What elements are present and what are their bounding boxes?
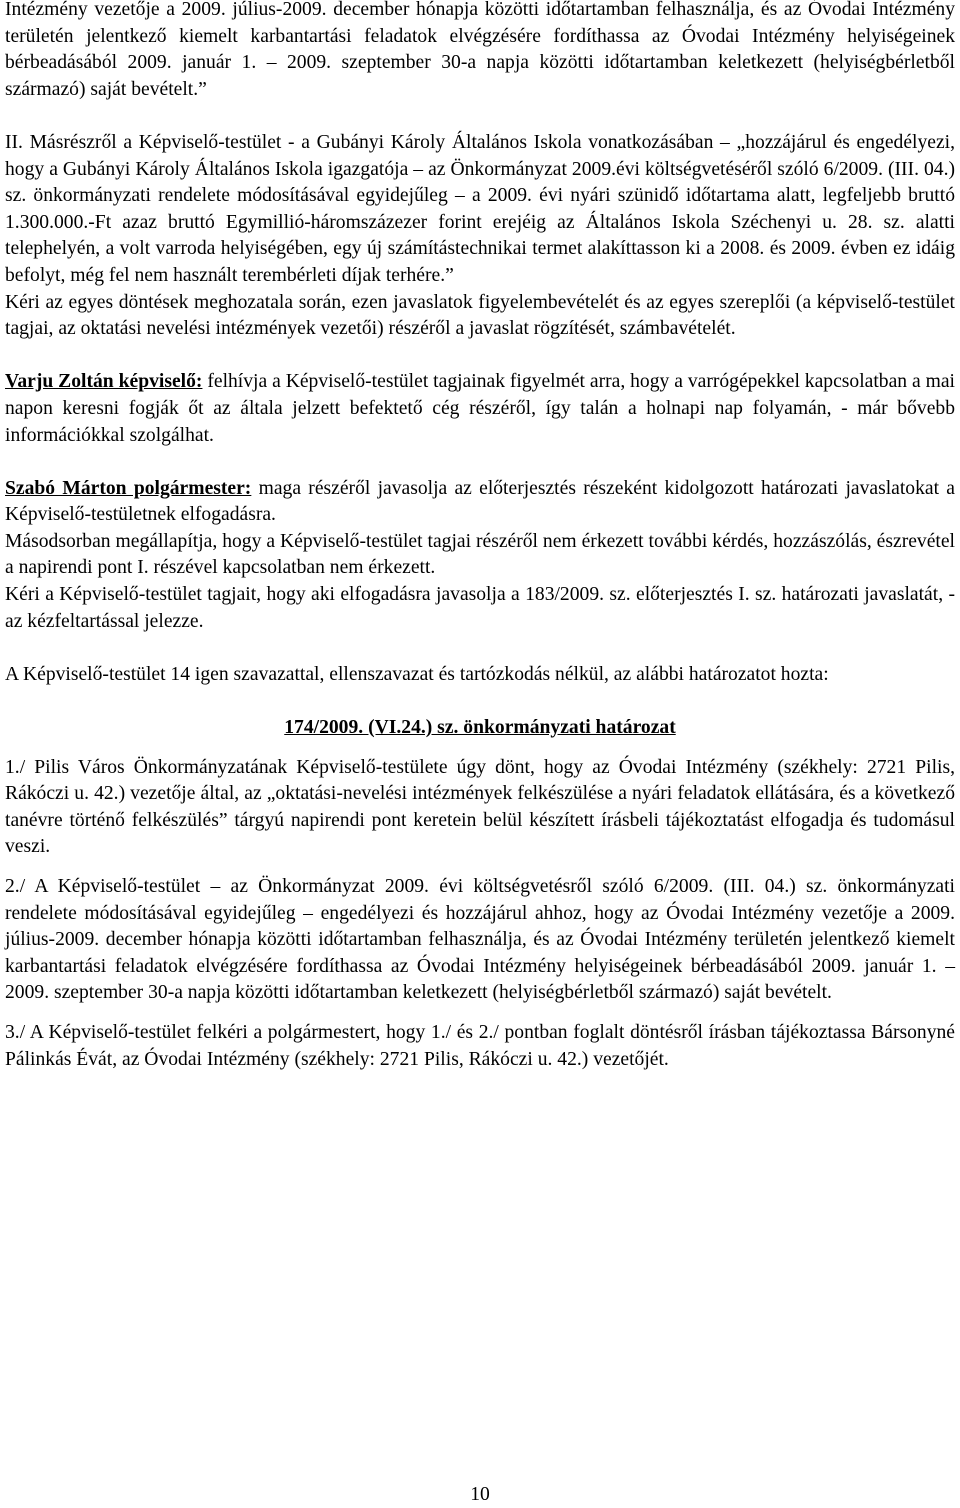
- speaker-szabo: Szabó Márton polgármester:: [5, 477, 252, 499]
- decision-point-1: 1./ Pilis Város Önkormányzatának Képviselő-testülete úgy dönt, hogy az Óvodai Intézmény (székhely: 2721 Pilis, Rákóczi u. 42.) vezetője által, az „oktatási-nevelési intézmények felkészülése a nyári feladatok ellátására, és a következő tanévre történő felkészülés” tárgyú napirendi pont keretein belül készített írásbeli tájékoztatást elfogadja és tudomásul veszi.: [5, 756, 955, 858]
- decision-title: 174/2009. (VI.24.) sz. önkormányzati határozat: [284, 717, 676, 739]
- paragraph-previous-continuation: Intézmény vezetője a 2009. július-2009. december hónapja közötti időtartamban felhasználja, és az Óvodai Intézmény területén jelentkező kiemelt karbantartási feladatok elvégzésére fordíthassa az Óvodai Intézmény helyiségeinek bérbeadásából 2009. január 1. – 2009. szeptember 30-a napja közötti időtartamban keletkezett (helyiségbérletből származó) saját bevételt.”: [5, 0, 955, 100]
- paragraph-szabo-statement: [5, 476, 955, 529]
- paragraph-no-questions: Másodsorban megállapítja, hogy a Képviselő-testület tagjai részéről nem érkezett további kérdés, hozzászólás, észrevétel a napirendi pont I. részével kapcsolatban nem érkezett.: [5, 530, 955, 579]
- paragraph-vote-result: A Képviselő-testület 14 igen szavazattal, ellenszavazat és tartózkodás nélkül, az alábbi határozatot hozta:: [5, 663, 829, 685]
- page-number: 10: [470, 1484, 490, 1505]
- paragraph-varju-statement: [5, 369, 955, 449]
- decision-point-2: 2./ A Képviselő-testület – az Önkormányzat 2009. évi költségvetésről szóló 6/2009. (III. 04.) sz. önkormányzati rendelete módosításával egyidejűleg – engedélyezi és hozzájárul ahhoz, hogy az Óvodai Intézmény vezetője a 2009. július-2009. december hónapja közötti időtartamban felhasználja, és az Óvodai Intézmény területén jelentkező kiemelt karbantartási feladatok elvégzésére fordíthassa az Óvodai Intézmény helyiségeinek bérbeadásából 2009. január 1. – 2009. szeptember 30-a napja közötti időtartamban keletkezett (helyiségbérletből származó) saját bevételt.: [5, 876, 955, 1004]
- document-body: [5, 0, 955, 1073]
- paragraph-request-consideration: Kéri az egyes döntések meghozatala során, ezen javaslatok figyelembevételét és az egyes szereplői (a képviselő-testület tagjai, az oktatási nevelési intézmények vezetői) részéről a javaslat rögzítését, számbavételét.: [5, 291, 955, 340]
- paragraph-school-proposal: II. Másrészről a Képviselő-testület - a Gubányi Károly Általános Iskola vonatkozásában – „hozzájárul és engedélyezi, hogy a Gubányi Károly Általános Iskola igazgatója – az Önkormányzat 2009.évi költségvetéséről szóló 6/2009. (III. 04.) sz. önkormányzati rendelete módosításával egyidejűleg – a 2009. évi nyári szünidő időtartama alatt, legfeljebb bruttó 1.300.000.-Ft azaz bruttó Egymillió-háromszázezer forint erejéig az Általános Iskola Széchenyi u. 28. sz. alatti telephelyén, a volt varroda helyiségében, egy új számítástechnikai termet alakíttasson ki a 2008. és 2009. évben ez idáig befolyt, még fel nem használt terembérleti díjak terhére.”: [5, 131, 955, 286]
- statement-varju: felhívja a Képviselő-testület tagjainak figyelmét arra, hogy a varrógépekkel kapcsolatban a mai napon keresni fogják őt az általa jelzett befektető cég részéről, így talán a holnapi nap folyamán, - már bővebb információkkal szolgálhat.: [5, 371, 955, 446]
- statement-szabo: maga részéről javasolja az előterjesztés részeként kidolgozott határozati javaslatokat a Képviselő-testületnek elfogadásra.: [5, 477, 955, 526]
- decision-point-3: 3./ A Képviselő-testület felkéri a polgármestert, hogy 1./ és 2./ pontban foglalt döntésről írásban tájékoztassa Bársonyné Pálinkás Évát, az Óvodai Intézmény (székhely: 2721 Pilis, Rákóczi u. 42.) vezetőjét.: [5, 1021, 955, 1070]
- speaker-varju: Varju Zoltán képviselő:: [5, 371, 203, 393]
- paragraph-vote-request: Kéri a Képviselő-testület tagjait, hogy aki elfogadásra javasolja a 183/2009. sz. előterjesztés I. sz. határozati javaslatát, - az kézfeltartással jelezze.: [5, 584, 955, 632]
